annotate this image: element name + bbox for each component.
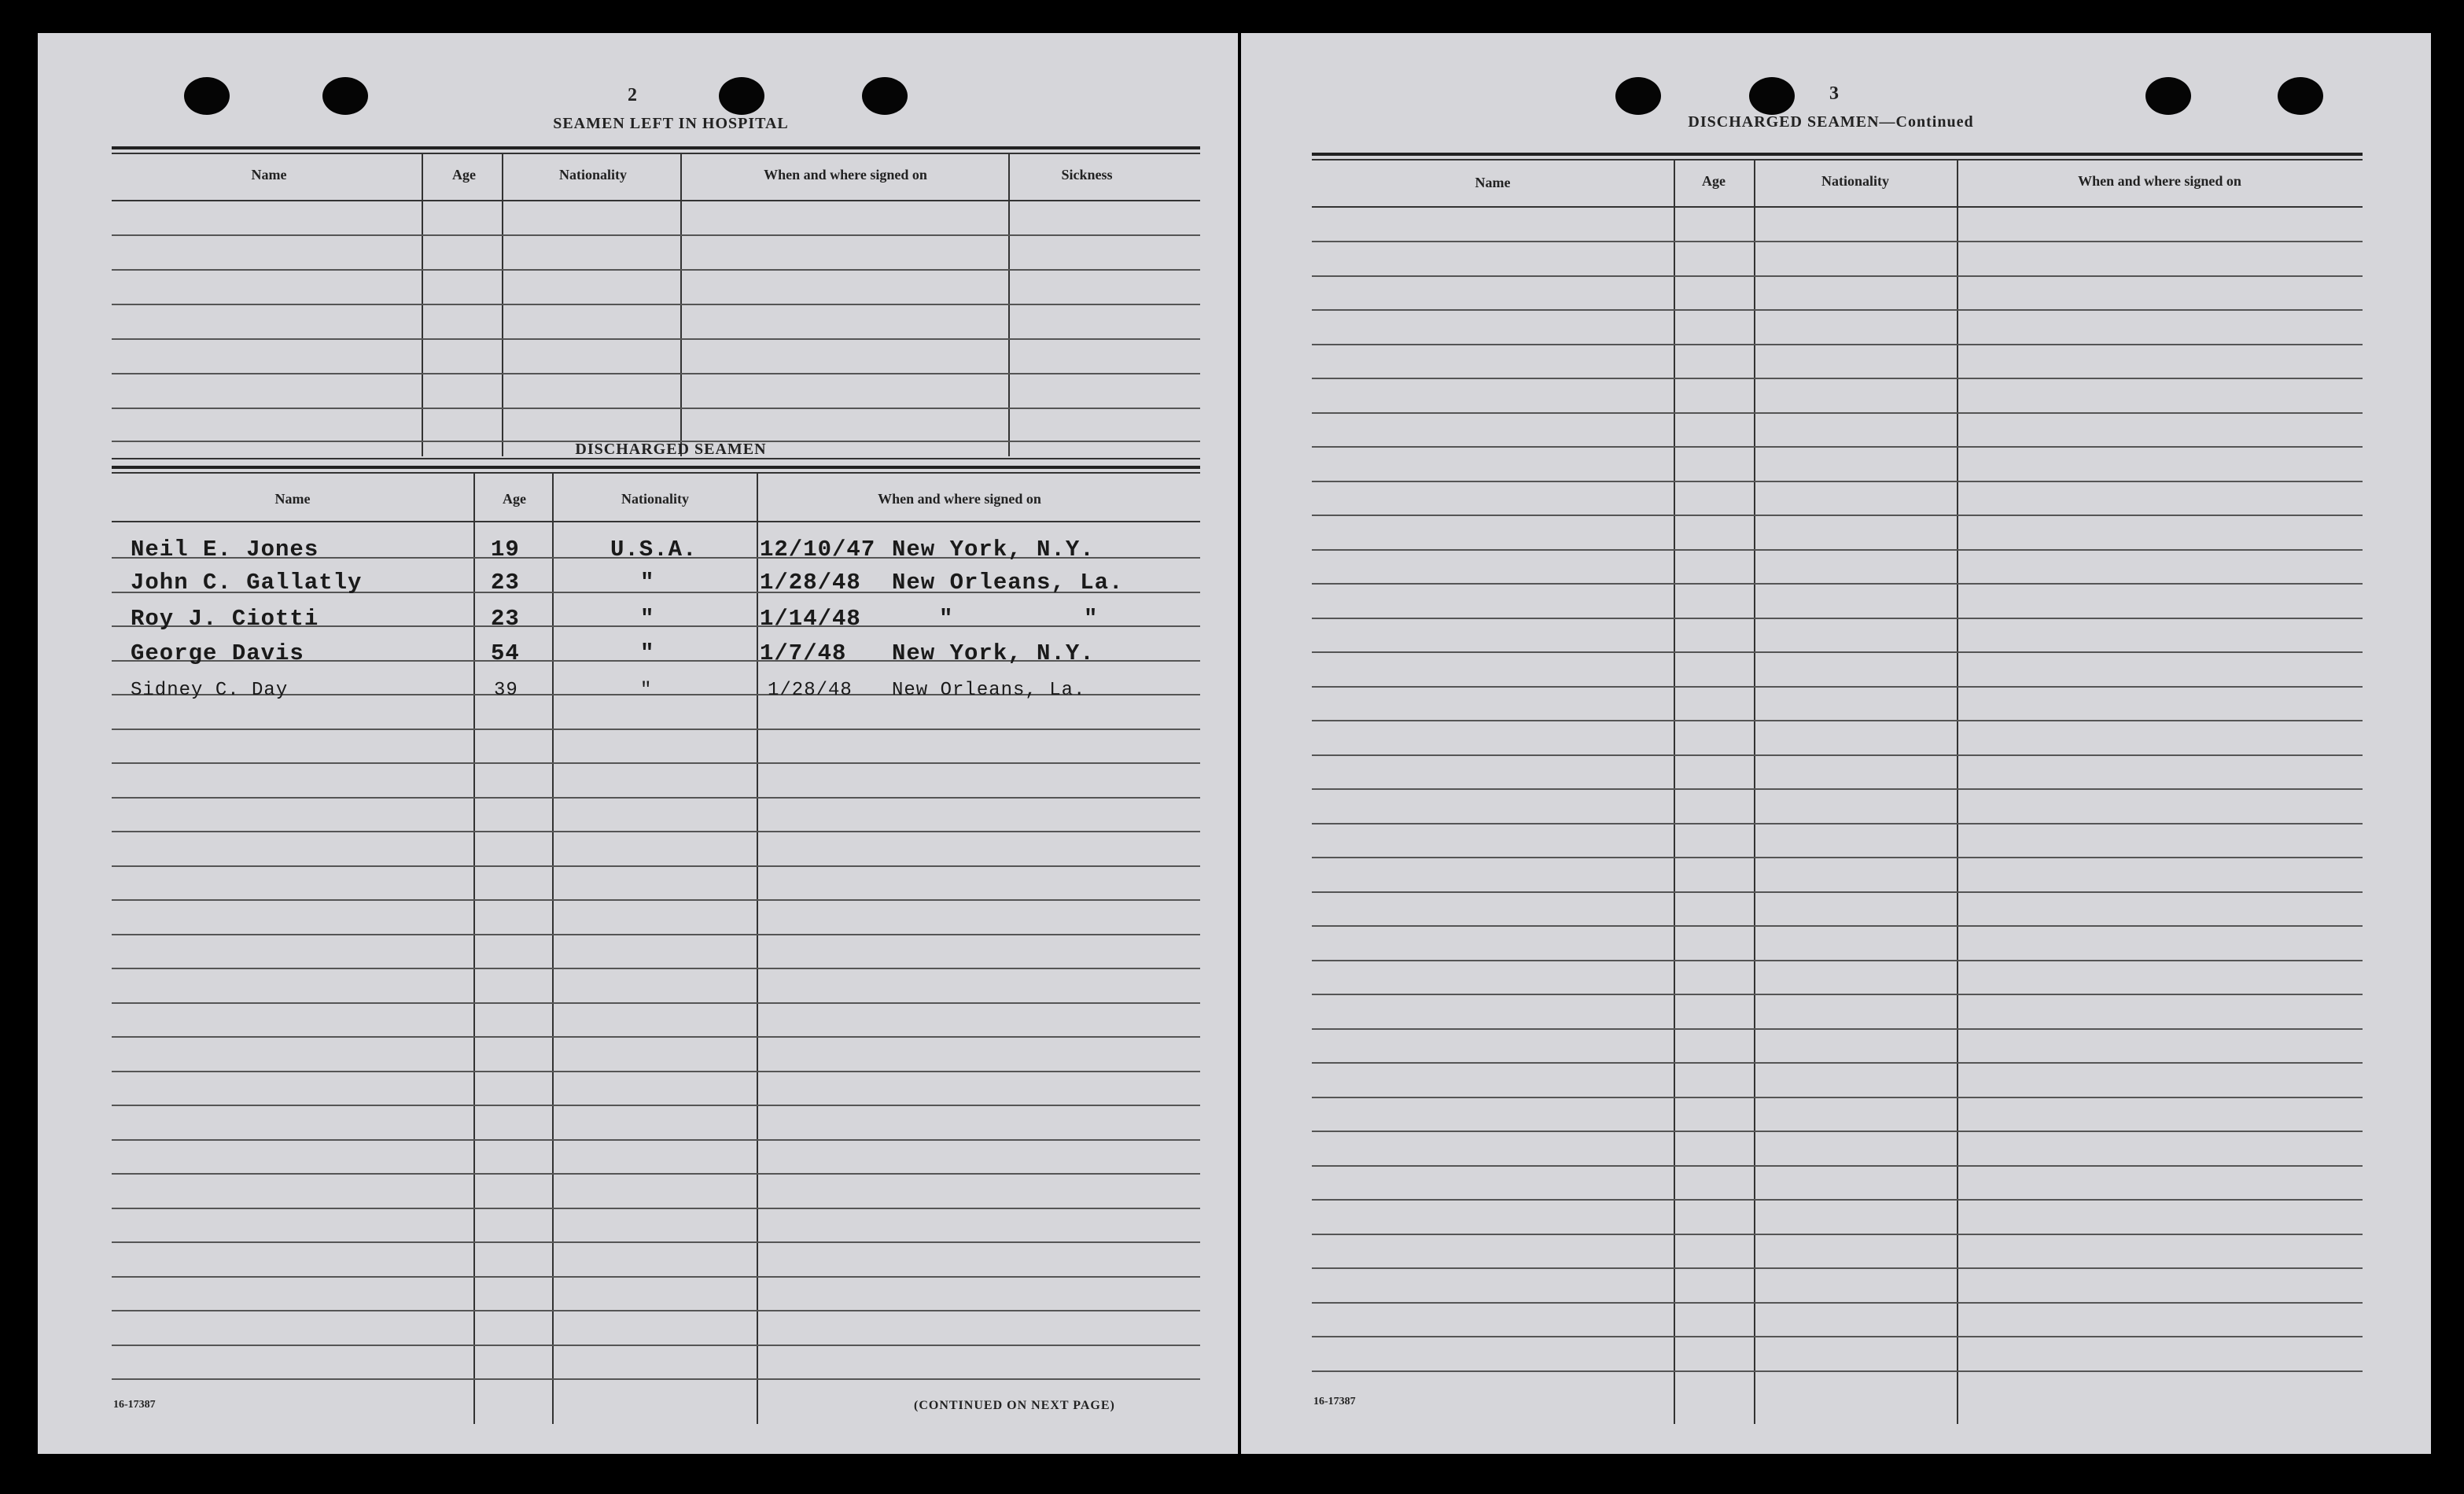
row-rule <box>1312 960 2363 961</box>
row-rule <box>1312 1131 2363 1132</box>
col-header-age: Age <box>1702 173 1726 189</box>
header-rule <box>112 200 1200 201</box>
row-3-date: 1/14/48 <box>760 606 861 632</box>
row-rule <box>112 729 1200 730</box>
row-2-age: 23 <box>491 570 520 596</box>
row-rule <box>112 234 1200 236</box>
row-rule <box>1312 925 2363 927</box>
punch-hole <box>1749 77 1795 115</box>
page-number: 3 <box>1829 83 1839 104</box>
row-rule <box>112 1276 1200 1278</box>
page-number: 2 <box>628 85 637 105</box>
row-rule <box>1312 309 2363 311</box>
row-rule <box>112 304 1200 305</box>
table-top-rule <box>112 153 1200 154</box>
punch-hole <box>2278 77 2323 115</box>
left-page <box>38 33 1238 1454</box>
row-rule <box>1312 1336 2363 1337</box>
row-3-name: Roy J. Ciotti <box>131 606 319 632</box>
punch-hole <box>862 77 908 115</box>
row-rule <box>1312 994 2363 995</box>
row-rule <box>1312 754 2363 756</box>
row-rule <box>112 408 1200 409</box>
table-top-rule <box>112 472 1200 474</box>
row-rule <box>1312 275 2363 277</box>
table-top-rule <box>112 466 1200 469</box>
discharged-section-title: DISCHARGED SEAMEN <box>575 441 767 458</box>
row-rule <box>112 1208 1200 1209</box>
row-rule <box>112 865 1200 867</box>
col-header-nationality: Nationality <box>1821 173 1889 189</box>
row-rule <box>1312 823 2363 824</box>
row-4-nationality: " <box>640 640 655 666</box>
row-rule <box>112 762 1200 764</box>
punch-hole <box>1615 77 1661 115</box>
right-section-title: DISCHARGED SEAMEN—Continued <box>1688 113 1974 131</box>
row-rule <box>1312 515 2363 516</box>
row-rule <box>112 1310 1200 1311</box>
row-rule <box>112 1071 1200 1072</box>
row-rule <box>1312 1062 2363 1064</box>
header-rule <box>1312 206 2363 208</box>
row-rule <box>112 899 1200 901</box>
row-rule <box>1312 686 2363 688</box>
row-rule <box>1312 891 2363 893</box>
row-rule <box>112 338 1200 340</box>
row-1-name: Neil E. Jones <box>131 537 319 563</box>
punch-hole <box>322 77 368 115</box>
col-header-age: Age <box>452 167 476 183</box>
table-top-rule <box>112 146 1200 149</box>
row-rule <box>112 1036 1200 1038</box>
col-header-signed-on: When and where signed on <box>764 167 927 183</box>
col-header-age: Age <box>503 491 526 507</box>
row-rule <box>1312 1028 2363 1030</box>
col-header-nationality: Nationality <box>558 167 627 183</box>
col-header-name: Name <box>251 167 287 183</box>
col-header-name: Name <box>1475 175 1511 190</box>
row-rule <box>112 968 1200 969</box>
column-divider <box>757 472 758 1424</box>
punch-hole <box>2145 77 2191 115</box>
row-rule <box>1312 1234 2363 1235</box>
col-header-name: Name <box>274 491 311 507</box>
row-rule <box>112 1002 1200 1004</box>
row-rule <box>1312 583 2363 585</box>
col-header-signed-on: When and where signed on <box>2078 173 2241 189</box>
row-5-age: 39 <box>494 680 518 701</box>
row-rule <box>112 1139 1200 1141</box>
row-2-nationality: " <box>640 570 655 596</box>
form-number: 16-17387 <box>1313 1396 1356 1407</box>
row-1-age: 19 <box>491 537 520 563</box>
row-rule <box>112 1173 1200 1175</box>
form-number: 16-17387 <box>113 1399 156 1411</box>
row-4-place: New York, N.Y. <box>892 640 1095 666</box>
row-rule <box>1312 446 2363 448</box>
right-page <box>1241 33 2431 1454</box>
row-rule <box>1312 549 2363 551</box>
row-rule <box>1312 1097 2363 1098</box>
row-3-age: 23 <box>491 606 520 632</box>
row-5-nationality: " <box>640 680 653 701</box>
row-5-name: Sidney C. Day <box>131 680 289 701</box>
row-5-place: New Orleans, La. <box>892 680 1086 701</box>
row-2-name: John C. Gallatly <box>131 570 363 596</box>
punch-hole <box>719 77 764 115</box>
hospital-section-title: SEAMEN LEFT IN HOSPITAL <box>553 115 789 132</box>
col-header-signed-on: When and where signed on <box>878 491 1041 507</box>
row-rule <box>1312 857 2363 858</box>
punch-hole <box>184 77 230 115</box>
row-rule <box>1312 720 2363 721</box>
row-rule <box>112 269 1200 271</box>
row-rule <box>1312 651 2363 653</box>
row-rule <box>112 373 1200 374</box>
row-rule <box>112 831 1200 832</box>
row-4-age: 54 <box>491 640 520 666</box>
col-header-nationality: Nationality <box>621 491 689 507</box>
row-5-date: 1/28/48 <box>768 680 853 701</box>
row-2-date: 1/28/48 <box>760 570 861 596</box>
row-rule <box>1312 378 2363 379</box>
row-rule <box>112 1378 1200 1380</box>
row-rule <box>112 1241 1200 1243</box>
row-rule <box>1312 344 2363 345</box>
row-rule <box>1312 1370 2363 1372</box>
row-rule <box>1312 241 2363 242</box>
row-2-place: New Orleans, La. <box>892 570 1124 596</box>
col-header-sickness: Sickness <box>1061 167 1113 183</box>
row-rule <box>1312 1302 2363 1304</box>
column-divider <box>473 472 475 1424</box>
row-rule <box>112 797 1200 799</box>
row-rule <box>1312 788 2363 790</box>
row-3-place: " " <box>939 606 1099 632</box>
row-rule <box>112 1345 1200 1346</box>
row-1-date: 12/10/47 <box>760 537 876 563</box>
row-3-nationality: " <box>640 606 655 632</box>
row-1-place: New York, N.Y. <box>892 537 1095 563</box>
continued-note: (CONTINUED ON NEXT PAGE) <box>914 1399 1115 1412</box>
row-rule <box>1312 1199 2363 1201</box>
column-divider <box>552 472 554 1424</box>
table-top-rule <box>1312 159 2363 160</box>
row-rule <box>1312 1267 2363 1269</box>
row-1-nationality: U.S.A. <box>610 537 698 563</box>
table-top-rule <box>1312 153 2363 156</box>
row-rule <box>112 934 1200 935</box>
row-rule <box>1312 618 2363 619</box>
row-4-name: George Davis <box>131 640 304 666</box>
row-rule <box>1312 481 2363 482</box>
header-rule <box>112 521 1200 522</box>
row-4-date: 1/7/48 <box>760 640 847 666</box>
row-rule <box>112 1105 1200 1106</box>
row-rule <box>1312 412 2363 414</box>
row-rule <box>1312 1165 2363 1167</box>
